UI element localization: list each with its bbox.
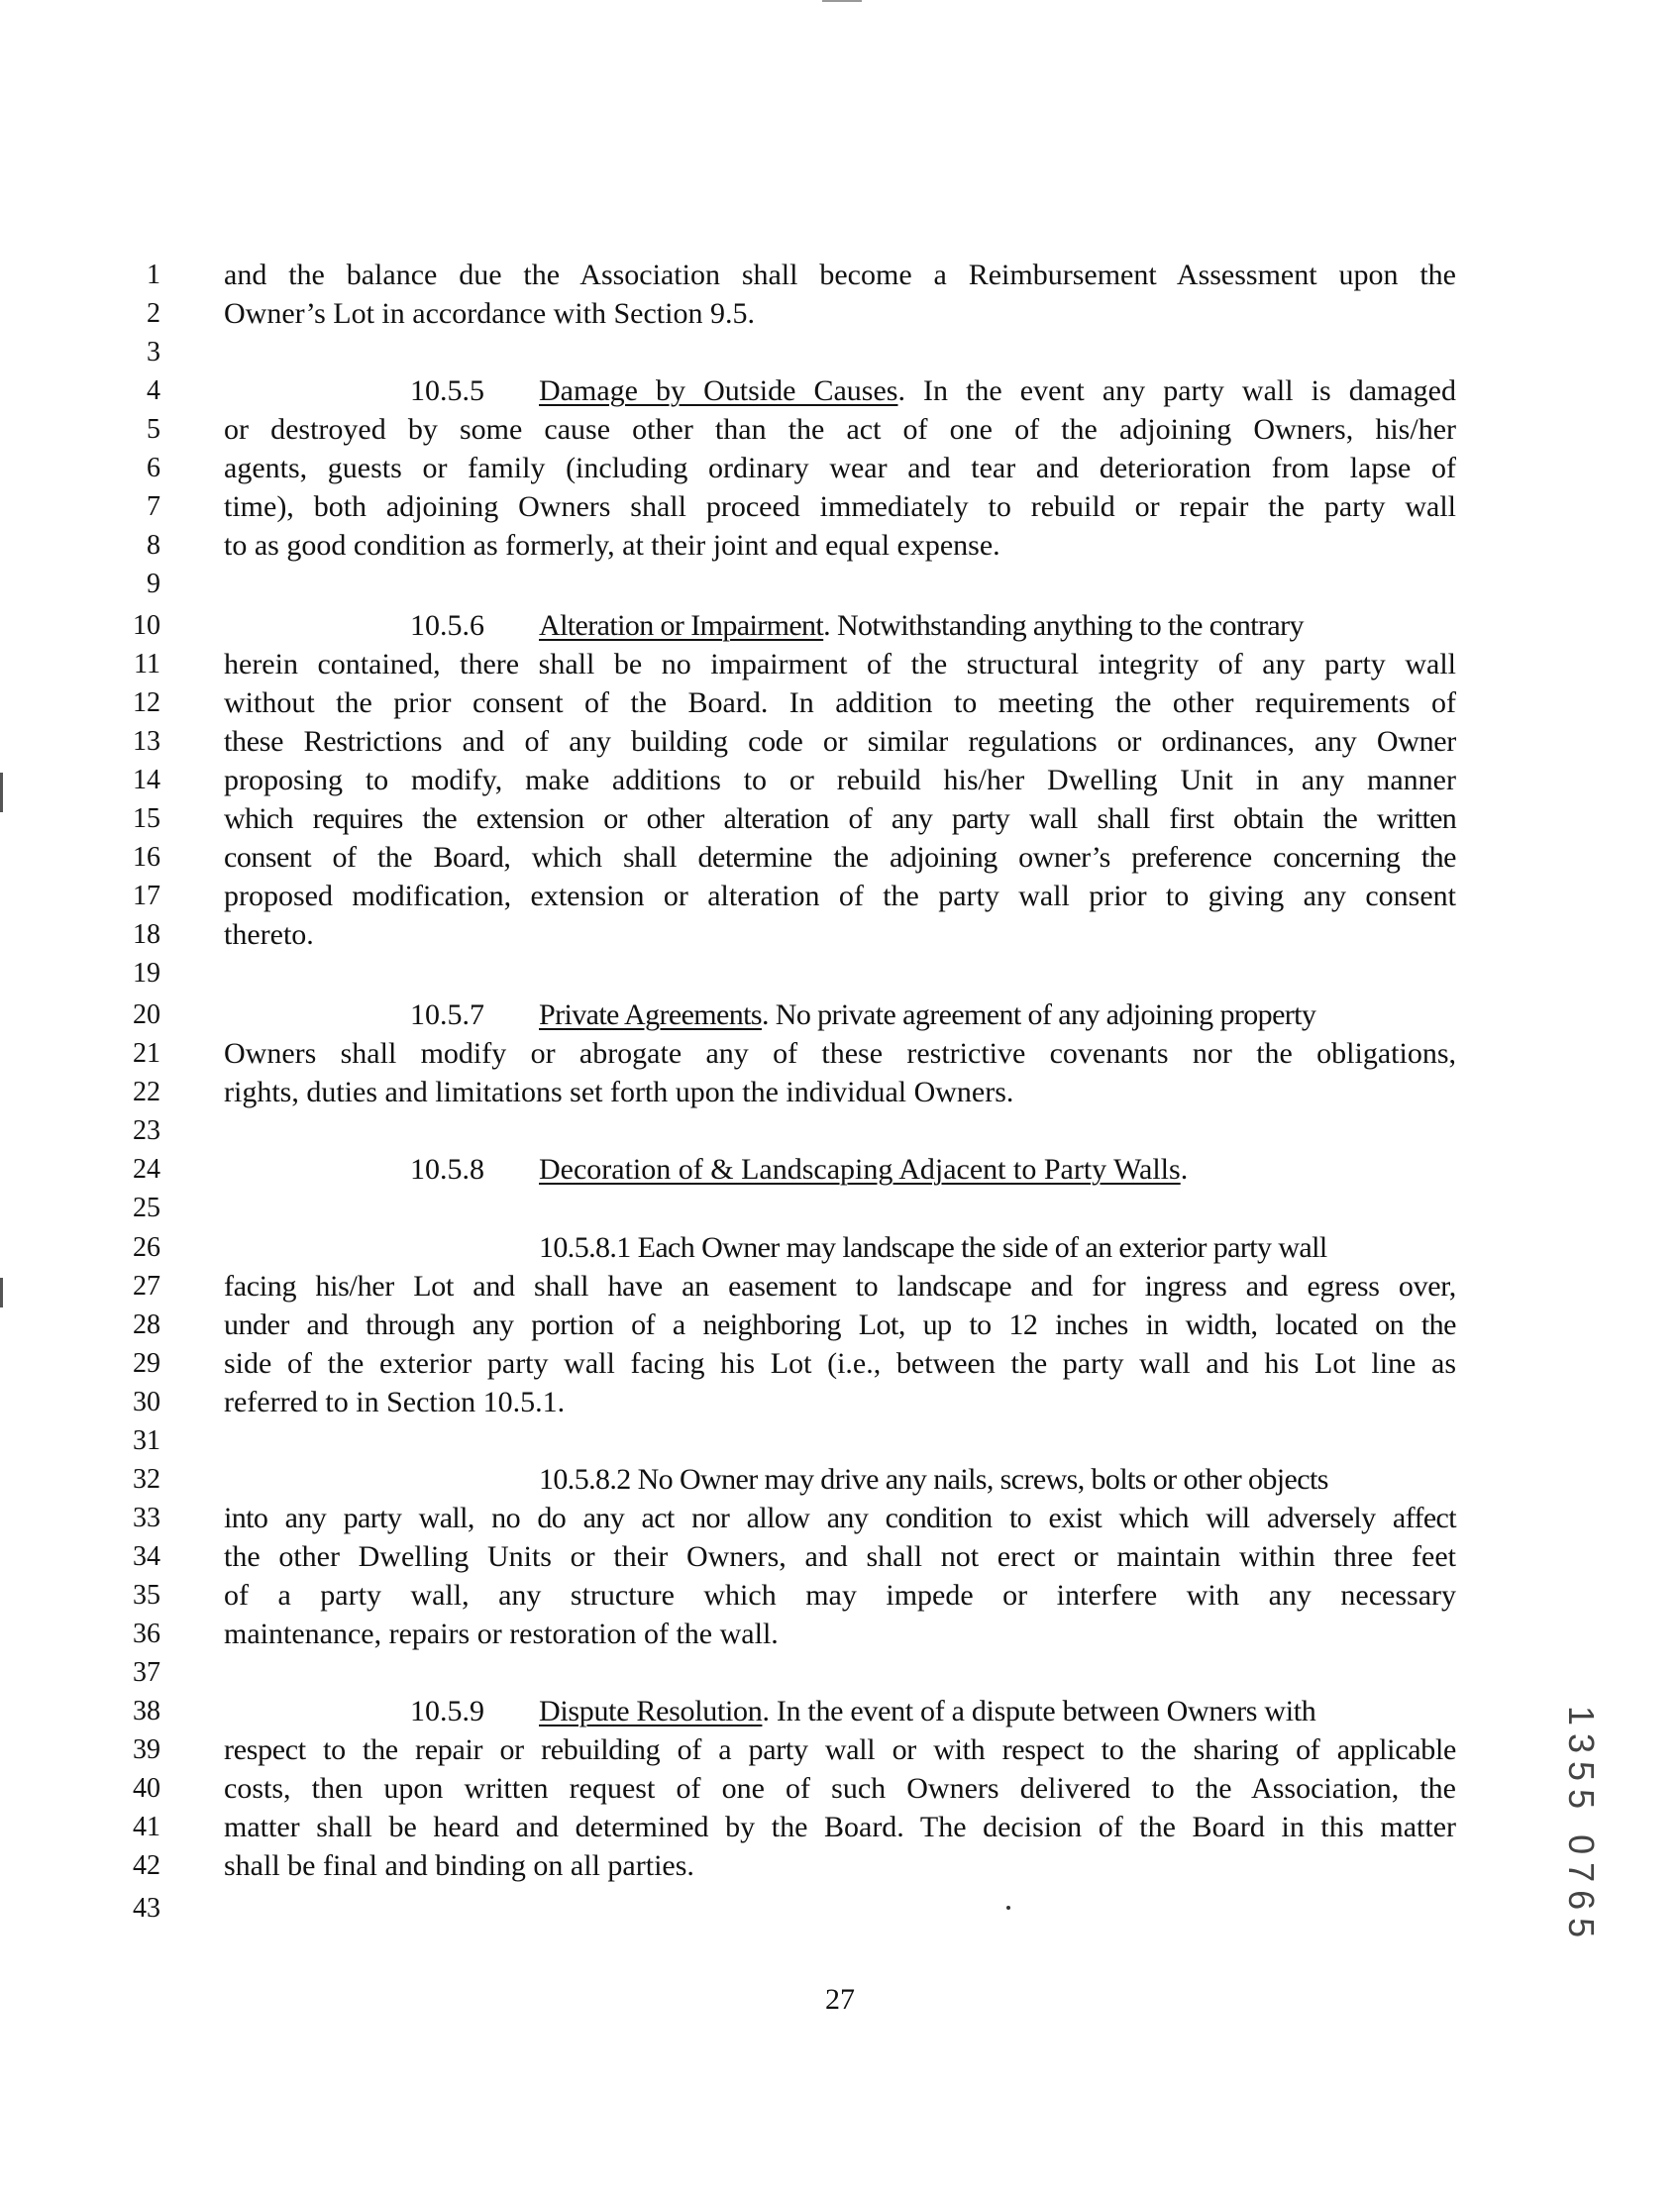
line-number: 11 bbox=[134, 649, 160, 679]
section-text: . In the event of a dispute between Owners with bbox=[762, 1695, 1316, 1727]
line-number: 26 bbox=[133, 1232, 160, 1263]
line-number: 18 bbox=[133, 919, 160, 950]
line-number: 28 bbox=[133, 1309, 160, 1340]
line-number: 10 bbox=[133, 610, 160, 641]
text-line: which requires the extension or other alteration of any party wall shall first obtain the written bbox=[224, 802, 1456, 835]
text-line: matter shall be heard and determined by the Board. The decision of the Board in this matter bbox=[224, 1811, 1456, 1843]
text-line: time), both adjoining Owners shall proceed immediately to rebuild or repair the party wall bbox=[224, 490, 1456, 523]
section-heading-line bbox=[224, 606, 1456, 645]
section-lead bbox=[539, 995, 1456, 1034]
line-number: 15 bbox=[133, 803, 160, 834]
section-number: 10.5.5 bbox=[410, 374, 484, 407]
page-number: 27 bbox=[825, 1983, 855, 2016]
line-number: 8 bbox=[147, 530, 160, 561]
text-line: without the prior consent of the Board. In addition to meeting the other requirements of bbox=[224, 686, 1456, 719]
subsection-heading-line bbox=[224, 1228, 1456, 1267]
scan-mark bbox=[822, 0, 862, 2]
line-number: 5 bbox=[147, 414, 160, 445]
subsection-heading-line bbox=[224, 1460, 1456, 1499]
section-title: Decoration of & Landscaping Adjacent to Party Walls bbox=[539, 1153, 1181, 1186]
text-line: to as good condition as formerly, at their joint and equal expense. bbox=[224, 529, 1000, 562]
line-number: 19 bbox=[133, 958, 160, 989]
text-line: and the balance due the Association shall become a Reimbursement Assessment upon the bbox=[224, 259, 1456, 291]
section-text: . bbox=[1180, 1153, 1189, 1186]
text-line: proposing to modify, make additions to or rebuild his/her Dwelling Unit in any manner bbox=[224, 764, 1456, 796]
line-number: 14 bbox=[133, 765, 160, 795]
line-number: 40 bbox=[133, 1773, 160, 1804]
section-lead bbox=[539, 1692, 1456, 1730]
line-number: 29 bbox=[133, 1348, 160, 1379]
text-line: thereto. bbox=[224, 918, 314, 951]
line-number: 36 bbox=[133, 1619, 160, 1649]
section-number: 10.5.7 bbox=[410, 998, 484, 1031]
section-text: . No private agreement of any adjoining property bbox=[761, 998, 1316, 1031]
section-title: Damage by Outside Causes bbox=[539, 374, 898, 407]
line-number: 12 bbox=[133, 687, 160, 718]
text-line: of a party wall, any structure which may impede or interfere with any necessary bbox=[224, 1579, 1456, 1612]
text-line: respect to the repair or rebuilding of a party wall or with respect to the sharing of applicable bbox=[224, 1733, 1456, 1766]
subsection-number: 10.5.8.1 bbox=[539, 1231, 631, 1264]
line-number: 24 bbox=[133, 1154, 160, 1185]
line-number: 21 bbox=[133, 1038, 160, 1069]
line-number: 32 bbox=[133, 1464, 160, 1495]
section-number: 10.5.6 bbox=[410, 609, 484, 642]
line-number: 3 bbox=[147, 337, 160, 367]
line-number: 13 bbox=[133, 726, 160, 757]
text-line: shall be final and binding on all parties. bbox=[224, 1849, 694, 1882]
line-number: 33 bbox=[133, 1503, 160, 1533]
section-number: 10.5.9 bbox=[410, 1695, 484, 1727]
subsection-number: 10.5.8.2 bbox=[539, 1463, 631, 1496]
line-number: 43 bbox=[133, 1893, 160, 1924]
section-text: . Notwithstanding anything to the contrary bbox=[823, 609, 1304, 642]
text-line: agents, guests or family (including ordinary wear and tear and deterioration from lapse of bbox=[224, 452, 1456, 484]
scan-edge-mark bbox=[0, 773, 3, 812]
scan-speck bbox=[1006, 1906, 1010, 1910]
line-number: 22 bbox=[133, 1077, 160, 1107]
section-title: Private Agreements bbox=[539, 998, 762, 1031]
recording-stamp: 1355 0765 bbox=[1561, 1706, 1602, 1946]
section-heading-line bbox=[224, 371, 1456, 410]
line-number: 41 bbox=[133, 1812, 160, 1842]
line-number: 16 bbox=[133, 842, 160, 873]
section-text: Each Owner may landscape the side of an exterior party wall bbox=[637, 1231, 1327, 1264]
text-line: costs, then upon written request of one of such Owners delivered to the Association, the bbox=[224, 1772, 1456, 1805]
line-number: 35 bbox=[133, 1580, 160, 1611]
line-number: 30 bbox=[133, 1387, 160, 1417]
line-number: 23 bbox=[133, 1115, 160, 1146]
line-number: 38 bbox=[133, 1696, 160, 1726]
text-line: into any party wall, no do any act nor allow any condition to exist which will adversely affect bbox=[224, 1502, 1456, 1534]
line-number: 25 bbox=[133, 1193, 160, 1223]
section-heading-line bbox=[224, 1150, 1456, 1189]
line-number: 27 bbox=[133, 1271, 160, 1302]
section-title: Dispute Resolution bbox=[539, 1695, 763, 1727]
section-lead bbox=[539, 1150, 1188, 1189]
line-number: 7 bbox=[147, 491, 160, 522]
text-line: side of the exterior party wall facing his Lot (i.e., between the party wall and his Lot line as bbox=[224, 1347, 1456, 1380]
line-number: 34 bbox=[133, 1541, 160, 1572]
scan-edge-mark bbox=[0, 1278, 3, 1307]
text-line: Owners shall modify or abrogate any of these restrictive covenants nor the obligations, bbox=[224, 1037, 1456, 1070]
text-line: maintenance, repairs or restoration of the wall. bbox=[224, 1618, 779, 1650]
line-number: 37 bbox=[133, 1657, 160, 1688]
text-line: facing his/her Lot and shall have an easement to landscape and for ingress and egress over, bbox=[224, 1270, 1456, 1303]
line-number: 1 bbox=[147, 260, 160, 290]
text-line: or destroyed by some cause other than the act of one of the adjoining Owners, his/her bbox=[224, 413, 1456, 446]
text-line: proposed modification, extension or alteration of the party wall prior to giving any consent bbox=[224, 880, 1456, 912]
section-title: Alteration or Impairment bbox=[539, 609, 824, 642]
line-number: 6 bbox=[147, 453, 160, 483]
line-number: 42 bbox=[133, 1850, 160, 1881]
text-line: Owner’s Lot in accordance with Section 9.5. bbox=[224, 297, 755, 330]
section-lead bbox=[539, 606, 1456, 645]
line-number: 39 bbox=[133, 1734, 160, 1765]
section-heading-line bbox=[224, 1692, 1456, 1730]
text-line: referred to in Section 10.5.1. bbox=[224, 1386, 566, 1418]
section-text: No Owner may drive any nails, screws, bolts or other objects bbox=[637, 1463, 1328, 1496]
section-lead bbox=[539, 1460, 1456, 1499]
text-line: these Restrictions and of any building code or similar regulations or ordinances, any Owner bbox=[224, 725, 1456, 758]
section-lead bbox=[539, 1228, 1456, 1267]
section-lead bbox=[539, 371, 1456, 410]
section-heading-line bbox=[224, 995, 1456, 1034]
text-line: consent of the Board, which shall determine the adjoining owner’s preference concerning the bbox=[224, 841, 1456, 874]
section-number: 10.5.8 bbox=[410, 1153, 484, 1186]
line-number: 31 bbox=[133, 1425, 160, 1456]
line-number: 17 bbox=[133, 881, 160, 911]
line-number: 2 bbox=[147, 298, 160, 329]
text-line: the other Dwelling Units or their Owners, and shall not erect or maintain within three feet bbox=[224, 1540, 1456, 1573]
line-number: 4 bbox=[147, 375, 160, 406]
text-line: herein contained, there shall be no impairment of the structural integrity of any party wall bbox=[224, 648, 1456, 680]
line-number: 9 bbox=[147, 569, 160, 599]
section-text: . In the event any party wall is damaged bbox=[897, 374, 1456, 407]
line-number: 20 bbox=[133, 999, 160, 1030]
text-line: under and through any portion of a neighboring Lot, up to 12 inches in width, located on the bbox=[224, 1308, 1456, 1341]
text-line: rights, duties and limitations set forth upon the individual Owners. bbox=[224, 1076, 1014, 1108]
